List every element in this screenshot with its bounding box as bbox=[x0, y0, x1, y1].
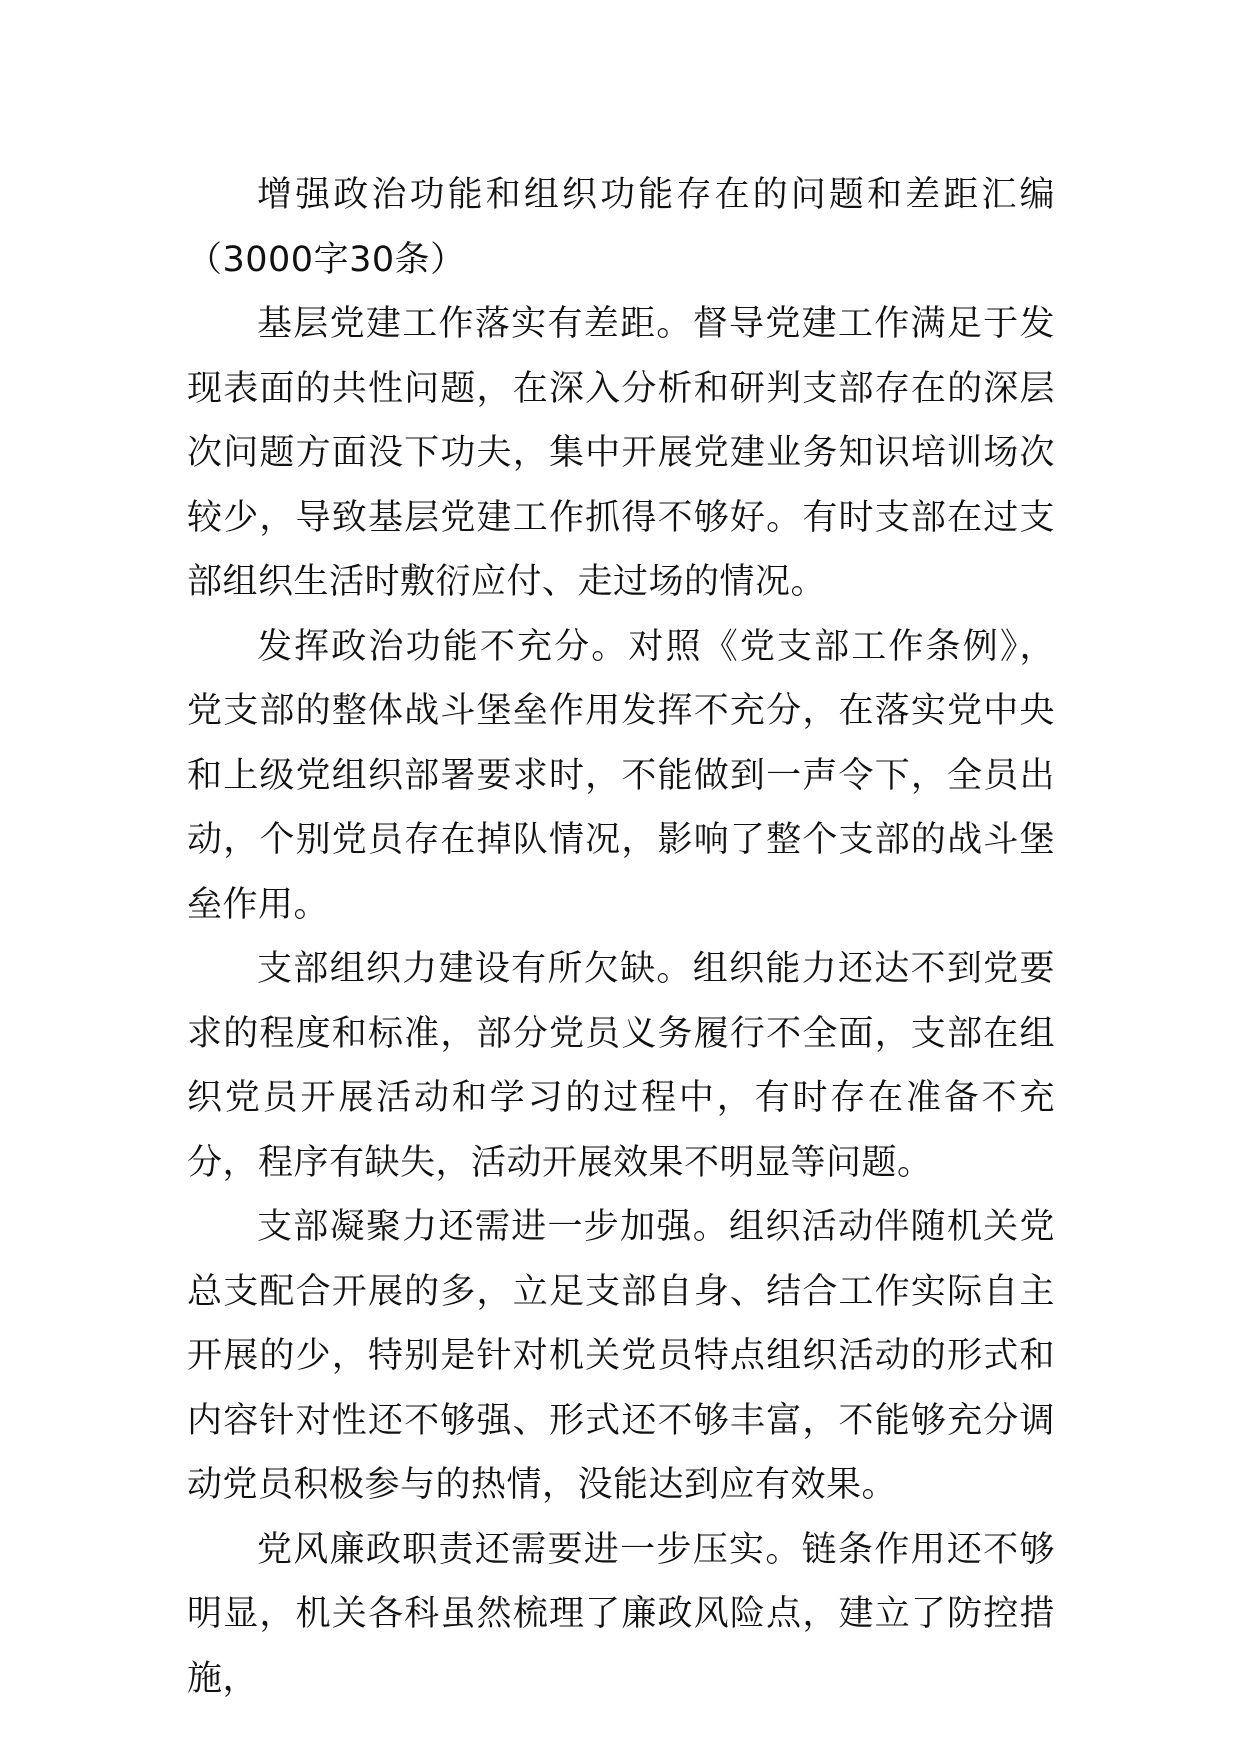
document-title: 增强政治功能和组织功能存在的问题和差距汇编（3000字30条） bbox=[187, 175, 1055, 280]
document-body bbox=[187, 163, 1055, 1711]
paragraph-integrity-responsibility: 党风廉政职责还需要进一步压实。链条作用还不够明显，机关各科虽然梳理了廉政风险点，建立了防控措施， bbox=[187, 1529, 1055, 1699]
paragraph-political-function: 发挥政治功能不充分。对照《党支部工作条例》，党支部的整体战斗堡垒作用发挥不充分，在落实党中央和上级党组织部署要求时，不能做到一声令下，全员出动，个别党员存在掉队情况，影响了整个支部的战斗堡垒作用。 bbox=[187, 626, 1055, 925]
paragraph-grassroots-party-building: 基层党建工作落实有差距。督导党建工作满足于发现表面的共性问题，在深入分析和研判支部存在的深层次问题方面没下功夫，集中开展党建业务知识培训场次较少，导致基层党建工作抓得不够好。有时支部在过支部组织生活时敷衍应付、走过场的情况。 bbox=[187, 304, 1055, 602]
paragraph-cohesion: 支部凝聚力还需进一步加强。组织活动伴随机关党总支配合开展的多，立足支部自身、结合工作实际自主开展的少，特别是针对机关党员特点组织活动的形式和内容针对性还不够强、形式还不够丰富，不能够充分调动党员积极参与的热情，没能达到应有效果。 bbox=[187, 1207, 1055, 1505]
paragraph-organizational-capacity: 支部组织力建设有所欠缺。组织能力还达不到党要求的程度和标准，部分党员义务履行不全面，支部在组织党员开展活动和学习的过程中，有时存在准备不充分，程序有缺失，活动开展效果不明显等问题。 bbox=[187, 949, 1055, 1183]
